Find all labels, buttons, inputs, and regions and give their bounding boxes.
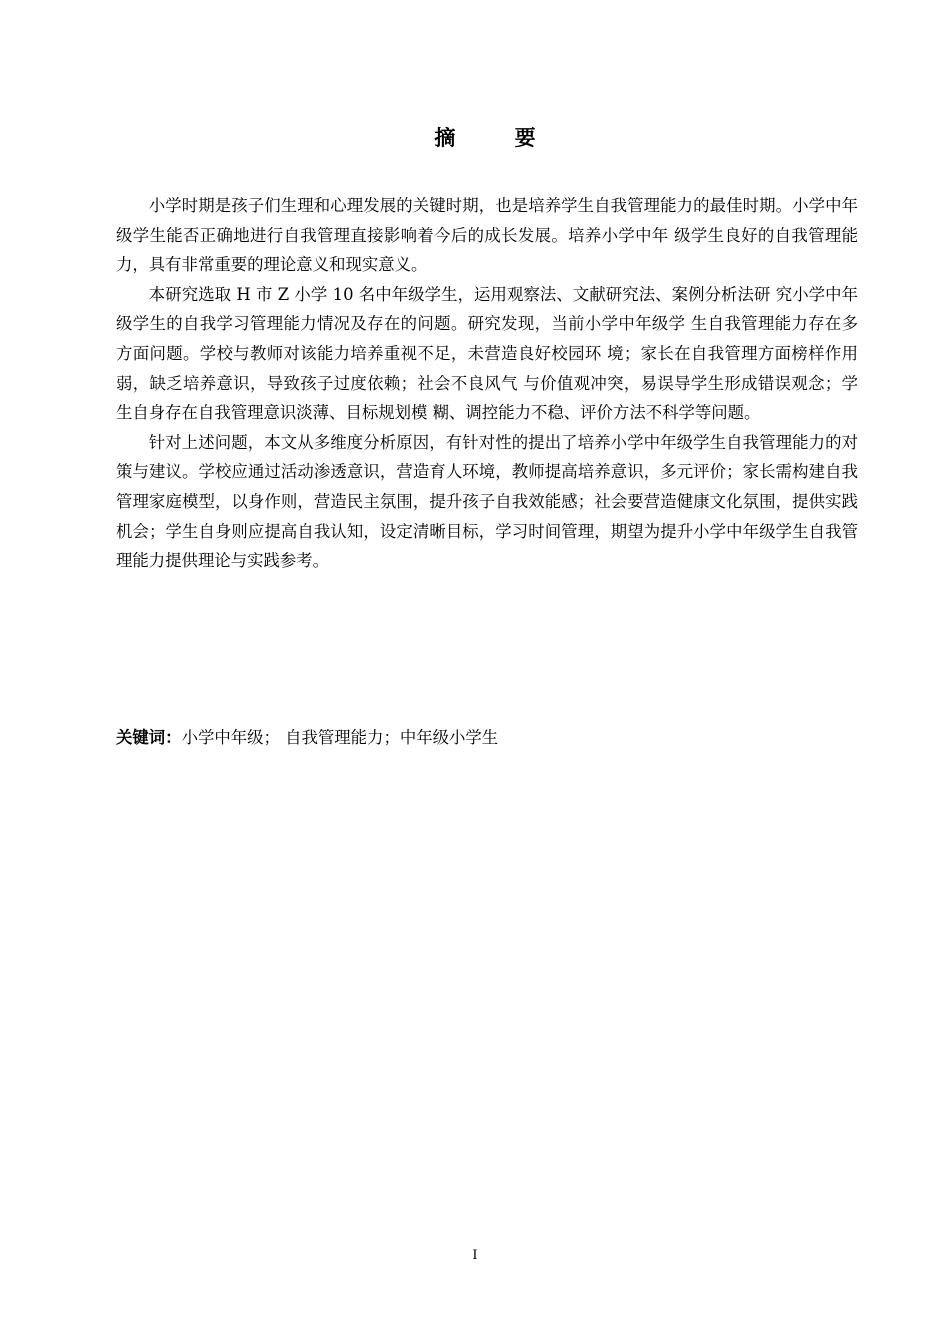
abstract-paragraph-1: 小学时期是孩子们生理和心理发展的关键时期，也是培养学生自我管理能力的最佳时期。小学中年级学生能否正确地进行自我管理直接影响着今后的成长发展。培养小学中年 级学生良好的自我管理能力，具有非常重要的理论意义和现实意义。 bbox=[116, 196, 858, 275]
abstract-title: 摘 要 bbox=[434, 126, 562, 150]
abstract-paragraph-2: 本研究选取 H 市 Z 小学 10 名中年级学生，运用观察法、文献研究法、案例分析法研 究小学中年级学生的自我学习管理能力情况及存在的问题。研究发现，当前小学中年级学 生自我管理能力存在多方面问题。学校与教师对该能力培养重视不足，未营造良好校园环 境；家长在自我管理方面榜样作用弱，缺乏培养意识，导致孩子过度依赖；社会不良风气 与价值观冲突，易误导学生形成错误观念；学生自身存在自我管理意识淡薄、目标规划模 糊、调控能力不稳、评价方法不科学等问题。 bbox=[116, 284, 858, 423]
abstract-body bbox=[116, 191, 858, 576]
page-number: I bbox=[472, 1248, 478, 1263]
keywords-value: 小学中年级； 自我管理能力；中年级小学生 bbox=[181, 728, 499, 747]
keywords-label: 关键词： bbox=[116, 728, 182, 747]
keywords-line bbox=[116, 726, 858, 750]
abstract-paragraph-3: 针对上述问题，本文从多维度分析原因，有针对性的提出了培养小学中年级学生自我管理能力的对策与建议。学校应通过活动渗透意识，营造育人环境，教师提高培养意识，多元评价；家长需构建自我管理家庭模型，以身作则，营造民主氛围，提升孩子自我效能感；社会要营造健康文化氛围，提供实践机会；学生自身则应提高自我认知，设定清晰目标，学习时间管理，期望为提升小学中年级学生自我管理能力提供理论与实践参考。 bbox=[116, 432, 858, 571]
